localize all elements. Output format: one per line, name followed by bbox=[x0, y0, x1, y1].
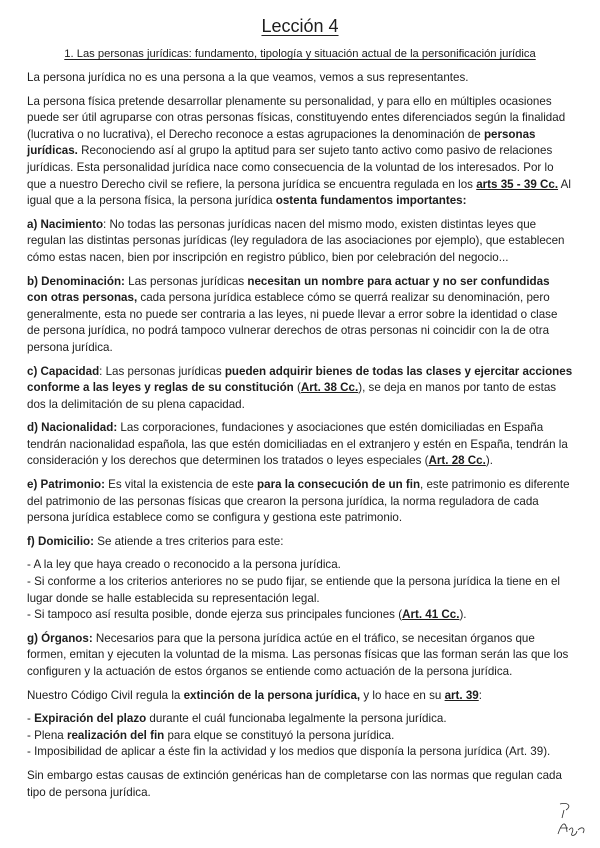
item-patrimonio: e) Patrimonio: Es vital la existencia de este para la consecución de un fin, este patrimonio es diferente del patrimonio de las personas físicas que crearon la persona jurídica, la norma reguladora de cada persona jurídica establece como se configura y gestiona este patrimonio. bbox=[27, 478, 570, 525]
list-item: - Si tampoco así resulta posible, donde ejerza sus principales funciones (Art. 41 Cc.). bbox=[27, 608, 467, 622]
key-phrase: necesitan un nombre para actuar y no ser confundidas con otras personas, bbox=[27, 274, 550, 305]
item-label: e) Patrimonio: bbox=[27, 478, 105, 492]
item-nacimiento: a) Nacimiento: No todas las personas jurídicas nacen del mismo modo, existen distintas leyes que regulan las distintas personas jurídicas (ley reguladora de las asociaciones por ejemplo), que establecen cómo estas nacen, bien por inscripción en registro público, bien por celebración del negocio... bbox=[27, 217, 565, 264]
key-phrase: realización del fin bbox=[66, 728, 165, 742]
list-item: - Imposibilidad de aplicar a éste fin la actividad y los medios que disponía la persona jurídica (Art. 39). bbox=[27, 745, 551, 759]
article-reference: art. 39 bbox=[444, 688, 479, 702]
item-capacidad: c) Capacidad: Las personas jurídicas pueden adquirir bienes de todas las clases y ejercitar acciones conforme a las leyes y reglas de su constitución (Art. 38 Cc.), se deja en manos por tanto de estas dos la delimitación de su plena capacidad. bbox=[27, 364, 573, 411]
key-phrase: para la consecución de un fin bbox=[257, 478, 421, 492]
article-reference: Art. 38 Cc. bbox=[300, 381, 359, 395]
item-denominacion: b) Denominación: Las personas jurídicas necesitan un nombre para actuar y no ser confundidas con otras personas, cada persona jurídica establece cómo se querrá realizar su denominación, pero generalmente, esta no puede ser contraria a las leyes, ni puede llevar a error sobre la identidad o clase de persona jurídica, no podrá tampoco vulnerar derechos de otras personas ni coincidir con la de otra persona jurídica. bbox=[27, 274, 558, 354]
key-phrase: extinción de la persona jurídica, bbox=[183, 688, 361, 702]
list-item: - Si conforme a los criterios anteriores no se pudo fijar, se entiende que la persona jurídica la tiene en el lugar donde se halle establecida su representación legal. bbox=[27, 575, 560, 605]
item-organos: g) Órganos: Necesarios para que la persona jurídica actúe en el tráfico, se necesitan órganos que formen, emitan y ejecuten la voluntad de la misma. Las personas físicas que las forman serán las que los configuren y la actuación de estos órganos se entiende como actuación de la persona jurídica. bbox=[27, 631, 569, 678]
closing-paragraph: Sin embargo estas causas de extinción genéricas han de completarse con las normas que regulan cada tipo de persona jurídica. bbox=[27, 768, 562, 799]
list-item: - Expiración del plazo durante el cuál funcionaba legalmente la persona jurídica. bbox=[27, 712, 447, 726]
item-label: b) Denominación: bbox=[27, 274, 125, 288]
item-label: f) Domicilio: bbox=[27, 534, 94, 548]
list-item: - A la ley que haya creado o reconocido a la persona jurídica. bbox=[27, 558, 341, 572]
item-nacionalidad: d) Nacionalidad: Las corporaciones, fundaciones y asociaciones que estén domiciliadas en España tendrán nacionalidad española, las que estén domiciliadas en el extranjero y estén en España, tendrán la consideración y los derechos que determinen los tratados o leyes especiales (Art. 28 Cc.). bbox=[27, 421, 568, 468]
intro-paragraph: La persona jurídica no es una persona a la que veamos, vemos a sus representantes. bbox=[27, 71, 469, 84]
key-phrase: pueden adquirir bienes de todas las clases y ejercitar acciones conforme a las leyes y reglas de su constitución bbox=[27, 364, 573, 395]
article-reference: Art. 28 Cc. bbox=[428, 454, 486, 468]
key-phrase: Expiración del plazo bbox=[34, 712, 147, 726]
item-label: a) Nacimiento bbox=[27, 217, 104, 231]
lesson-title: Lección 4 bbox=[261, 16, 339, 36]
item-label: d) Nacionalidad: bbox=[27, 421, 118, 435]
extincion-paragraph: Nuestro Código Civil regula la extinción de la persona jurídica, y lo hace en su art. 39: bbox=[27, 688, 482, 702]
list-item: - Plena realización del fin para elque se constituyó la persona jurídica. bbox=[27, 728, 395, 742]
key-term: personas jurídicas. bbox=[27, 127, 536, 158]
item-label: c) Capacidad bbox=[27, 364, 100, 378]
article-reference: Art. 41 Cc. bbox=[402, 608, 460, 622]
article-reference: arts 35 - 39 Cc. bbox=[476, 177, 559, 191]
definition-paragraph: La persona física pretende desarrollar plenamente su personalidad, y para ello en múltiples ocasiones puede ser útil agruparse con otras personas físicas, constituyendo entes diferenciados según la finalidad (lucrativa o no lucrativa), el Derecho reconoce a estas agrupaciones la denominación de personas jurídicas. Reconociendo así al grupo la aptitud para ser sujeto tanto activo como pasivo de relaciones jurídicas. Esta personalidad jurídica nace como consecuencia de la voluntad de los interesados. Por lo que a nuestro Derecho civil se refiere, la persona jurídica se encuentra regulada en los arts 35 - 39 Cc. Al igual que a la persona física, la persona jurídica ostenta fundamentos importantes: bbox=[27, 94, 571, 208]
handwritten-signature-icon bbox=[554, 800, 590, 840]
item-label: g) Órganos: bbox=[27, 631, 93, 645]
item-domicilio: f) Domicilio: Se atiende a tres criterios para este: bbox=[27, 534, 284, 548]
key-phrase: ostenta fundamentos importantes: bbox=[275, 194, 467, 208]
section-heading: 1. Las personas jurídicas: fundamento, tipología y situación actual de la personificación jurídica bbox=[64, 48, 536, 60]
